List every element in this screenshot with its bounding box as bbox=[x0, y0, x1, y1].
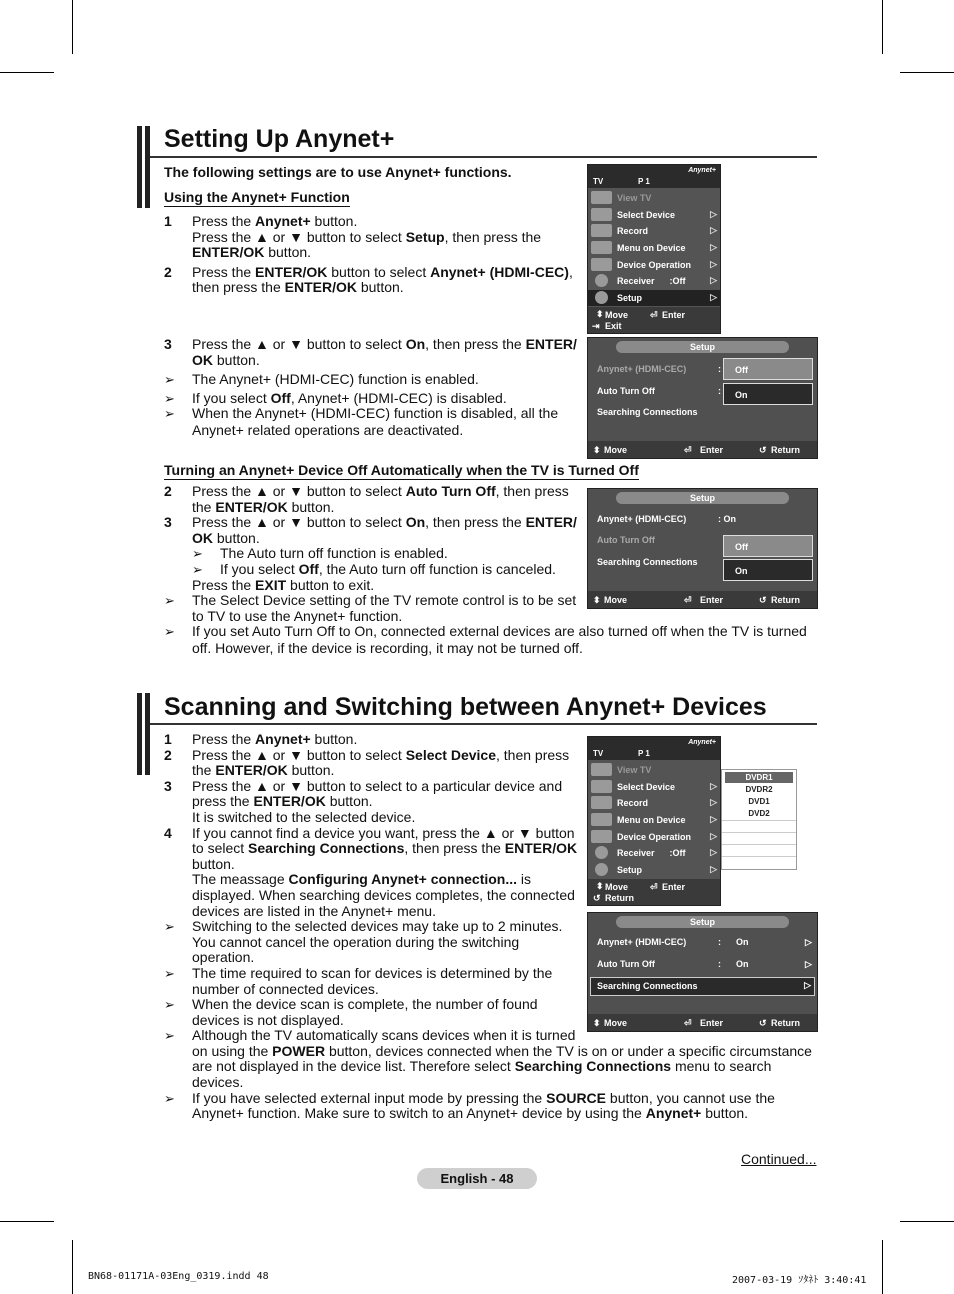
arrow-right-icon: ▷ bbox=[710, 797, 717, 807]
arrow-right-icon: ▷ bbox=[710, 864, 717, 874]
heading-rule bbox=[150, 156, 817, 158]
setup-item-auto-turn-off[interactable]: Auto Turn Off bbox=[597, 386, 655, 396]
setup-item-auto-turn-off[interactable]: Auto Turn Off bbox=[597, 959, 655, 969]
step-text: devices are listed in the Anynet+ menu. bbox=[192, 902, 436, 919]
anynet-value: : On bbox=[718, 514, 736, 524]
tv-icon bbox=[591, 191, 612, 204]
step-number: 1 bbox=[164, 213, 172, 229]
arrow-right-icon: ▷ bbox=[710, 209, 717, 219]
menu-item-receiver[interactable]: Receiver :Off ▷ bbox=[588, 273, 720, 289]
option-on[interactable]: On bbox=[723, 559, 813, 581]
menu-item-setup[interactable]: Setup ▷ bbox=[588, 862, 720, 878]
heading-bar bbox=[145, 126, 150, 208]
menu-icon bbox=[591, 813, 612, 826]
step-text: Press the ▲ or ▼ button to select Setup, then press the bbox=[192, 228, 542, 245]
arrow-right-icon: ▷ bbox=[710, 259, 717, 269]
menu-footer: ⬍ Move ⏎ Enter ↺ Return bbox=[588, 879, 720, 905]
step-number: 3 bbox=[164, 514, 172, 531]
continued-text: Continued... bbox=[741, 1151, 817, 1167]
setup-footer: ⬍ Move ⏎ Enter ↺ Return bbox=[588, 591, 817, 608]
enter-icon: ⏎ bbox=[684, 1018, 692, 1028]
step-number: 3 bbox=[164, 777, 172, 794]
note-arrow-icon: ➢ bbox=[164, 390, 175, 406]
divider bbox=[722, 820, 796, 821]
step-text: ENTER/OK button. bbox=[192, 244, 312, 261]
note-text: You cannot cancel the operation during the switching bbox=[192, 933, 520, 950]
heading-bar bbox=[137, 126, 142, 208]
note-arrow-icon: ➢ bbox=[164, 965, 175, 981]
setup-item-anynet[interactable]: Anynet+ (HDMI-CEC) bbox=[597, 937, 687, 947]
step-text: Press the ▲ or ▼ button to select to a particular device and bbox=[192, 777, 563, 794]
step-text: Press the Anynet+ button. bbox=[192, 213, 358, 229]
option-on[interactable]: On bbox=[723, 383, 813, 405]
gear-icon bbox=[595, 291, 608, 304]
arrow-right-icon: ▷ bbox=[805, 959, 812, 969]
separator-colon: : bbox=[718, 959, 721, 969]
return-icon: ↺ bbox=[759, 445, 767, 455]
note-text: on using the POWER button, devices connected when the TV is on or under a specific circumstance bbox=[192, 1042, 812, 1059]
setup-menu-anynet bbox=[587, 337, 818, 459]
menu-item-view-tv[interactable]: View TV bbox=[588, 190, 720, 206]
device-icon bbox=[591, 780, 612, 793]
step-number: 2 bbox=[164, 746, 172, 763]
steps-setup-2 bbox=[164, 337, 584, 439]
crop-mark bbox=[900, 72, 954, 73]
crop-mark bbox=[72, 1240, 73, 1294]
note-text: Anynet+ related operations are deactivated. bbox=[192, 421, 464, 438]
option-off[interactable]: Off bbox=[723, 358, 813, 380]
step-number: 4 bbox=[164, 824, 172, 841]
menu-footer: ⬍ Move ⏎ Enter ⇥ Exit bbox=[588, 307, 720, 333]
note-text: The Select Device setting of the TV remote control is to be set bbox=[192, 592, 577, 609]
print-date: 2007-03-19 ｿﾀﾈﾄ 3:40:41 bbox=[732, 1275, 867, 1286]
menu-item-menu-on-device[interactable]: Menu on Device ▷ bbox=[588, 240, 720, 256]
arrow-right-icon: ▷ bbox=[710, 275, 717, 285]
setup-item-auto-turn-off[interactable]: Auto Turn Off bbox=[597, 535, 655, 545]
step-text: button. bbox=[192, 855, 235, 872]
step-number: 3 bbox=[164, 336, 172, 352]
enter-icon: ⏎ bbox=[650, 882, 658, 892]
tv-anynet-menu-devices bbox=[587, 736, 721, 906]
setup-footer: ⬍ Move ⏎ Enter ↺ Return bbox=[588, 441, 817, 458]
note-text: The time required to scan for devices is determined by the bbox=[192, 964, 553, 981]
crop-mark bbox=[882, 1240, 883, 1294]
setup-item-anynet[interactable]: Anynet+ (HDMI-CEC) bbox=[597, 514, 687, 524]
note-text: If you have selected external input mode by pressing the SOURCE button, you cannot use the bbox=[192, 1089, 775, 1106]
step-text: OK button. bbox=[192, 529, 260, 546]
step-text: OK button. bbox=[192, 351, 260, 368]
crop-mark bbox=[900, 1221, 954, 1222]
separator-colon: : bbox=[718, 364, 721, 374]
arrow-right-icon: ▷ bbox=[710, 225, 717, 235]
exit-icon: ⇥ bbox=[592, 321, 600, 331]
gear-icon bbox=[595, 863, 608, 876]
step-text: Press the ▲ or ▼ button to select On, then press the ENTER/ bbox=[192, 514, 577, 531]
intro-text: The following settings are to use Anynet+ functions. bbox=[164, 164, 512, 180]
menu-item-device-operation[interactable]: Device Operation ▷ bbox=[588, 829, 720, 845]
step-text: If you cannot find a device you want, press the ▲ or ▼ button bbox=[192, 824, 575, 841]
step-text: to select Searching Connections, then press the ENTER/OK bbox=[192, 840, 578, 857]
steps-setup bbox=[164, 214, 584, 296]
arrow-right-icon: ▷ bbox=[710, 814, 717, 824]
menu-item-record[interactable]: Record ▷ bbox=[588, 223, 720, 239]
note-arrow-icon: ➢ bbox=[164, 406, 175, 422]
subheading-auto-off: Turning an Anynet+ Device Off Automatically when the TV is Turned Off bbox=[164, 462, 639, 478]
menu-item-menu-on-device[interactable]: Menu on Device ▷ bbox=[588, 812, 720, 828]
device-icon bbox=[591, 208, 612, 221]
note-text: The Auto turn off function is enabled. bbox=[220, 545, 448, 562]
note-text: Switching to the selected devices may take up to 2 minutes. bbox=[192, 918, 563, 935]
step-text: Press the ENTER/OK button to select Anynet+ (HDMI-CEC), bbox=[192, 263, 573, 280]
note-arrow-icon: ➢ bbox=[164, 624, 175, 640]
setup-title: Setup bbox=[616, 341, 789, 353]
note-text: When the Anynet+ (HDMI-CEC) function is disabled, all the bbox=[192, 405, 559, 422]
return-icon: ↺ bbox=[759, 595, 767, 605]
updown-icon: ⬍ bbox=[596, 881, 604, 891]
divider bbox=[722, 844, 796, 845]
divider bbox=[722, 856, 796, 857]
note-arrow-icon: ➢ bbox=[164, 372, 175, 388]
updown-icon: ⬍ bbox=[593, 1018, 601, 1028]
auto-value: On bbox=[736, 959, 749, 969]
operation-icon bbox=[591, 258, 612, 271]
step-text: It is switched to the selected device. bbox=[192, 808, 416, 825]
note-text: operation. bbox=[192, 949, 255, 966]
menu-header: TV P 1 Anynet+ bbox=[588, 737, 720, 760]
device-list bbox=[721, 769, 797, 870]
setup-item-anynet[interactable]: Anynet+ (HDMI-CEC) bbox=[597, 364, 687, 374]
note-text: Anynet+ function. Make sure to switch to an Anynet+ device by using the Anynet+ button. bbox=[192, 1105, 749, 1122]
return-icon: ↺ bbox=[593, 893, 601, 903]
divider bbox=[722, 832, 796, 833]
step-text: Press the ▲ or ▼ button to select Select Device, then press bbox=[192, 746, 570, 763]
receiver-icon bbox=[595, 274, 608, 287]
note-arrow-icon: ➢ bbox=[192, 546, 203, 562]
menu-item-select-device[interactable]: Select Device ▷ bbox=[588, 779, 720, 795]
updown-icon: ⬍ bbox=[593, 595, 601, 605]
arrow-right-icon: ▷ bbox=[710, 847, 717, 857]
note-text: number of connected devices. bbox=[192, 980, 379, 997]
menu-item-receiver[interactable]: Receiver :Off ▷ bbox=[588, 845, 720, 861]
note-text: Although the TV automatically scans devices when it is turned bbox=[192, 1027, 576, 1044]
note-arrow-icon: ➢ bbox=[164, 997, 175, 1013]
note-text: The Anynet+ (HDMI-CEC) function is enabled. bbox=[192, 371, 479, 388]
setup-menu-searching bbox=[587, 912, 818, 1032]
heading-rule bbox=[150, 723, 817, 725]
note-text: to TV to use the Anynet+ function. bbox=[192, 607, 403, 624]
menu-icon bbox=[591, 241, 612, 254]
record-icon bbox=[591, 224, 612, 237]
menu-item-record[interactable]: Record ▷ bbox=[588, 795, 720, 811]
step-text: Press the ▲ or ▼ button to select Auto Turn Off, then press bbox=[192, 483, 569, 499]
heading-bar bbox=[145, 693, 150, 775]
note-text: If you set Auto Turn Off to On, connected external devices are also turned off when the TV is turned bbox=[192, 623, 807, 640]
device-item[interactable]: DVDR1 bbox=[725, 772, 793, 783]
note-text: When the device scan is complete, the number of found bbox=[192, 996, 538, 1013]
note-text: devices. bbox=[192, 1074, 244, 1091]
crop-mark bbox=[882, 0, 883, 54]
return-icon: ↺ bbox=[759, 1018, 767, 1028]
step-text: then press the ENTER/OK button. bbox=[192, 279, 404, 296]
crop-mark bbox=[72, 0, 73, 54]
step-text: the ENTER/OK button. bbox=[192, 498, 335, 515]
setup-menu-auto-off bbox=[587, 488, 818, 609]
tv-icon bbox=[591, 763, 612, 776]
enter-icon: ⏎ bbox=[650, 310, 658, 320]
step-text: displayed. When searching devices completes, the connected bbox=[192, 886, 575, 903]
record-icon bbox=[591, 796, 612, 809]
arrow-right-icon: ▷ bbox=[710, 831, 717, 841]
tv-anynet-menu bbox=[587, 164, 721, 334]
note-arrow-icon: ➢ bbox=[164, 1028, 175, 1044]
device-item[interactable]: DVDR2 bbox=[745, 785, 773, 794]
menu-item-setup[interactable]: Setup ▷ bbox=[588, 290, 720, 306]
menu-item-select-device[interactable]: Select Device ▷ bbox=[588, 207, 720, 223]
crop-mark bbox=[0, 1221, 54, 1222]
enter-icon: ⏎ bbox=[684, 445, 692, 455]
updown-icon: ⬍ bbox=[596, 309, 604, 319]
arrow-right-icon: ▷ bbox=[805, 937, 812, 947]
heading-bar bbox=[137, 693, 142, 775]
note-arrow-icon: ➢ bbox=[164, 1090, 175, 1106]
device-item[interactable]: DVD1 bbox=[748, 797, 770, 806]
anynet-value: On bbox=[736, 937, 749, 947]
page-title: Setting Up Anynet+ bbox=[164, 125, 395, 153]
arrow-right-icon: ▷ bbox=[710, 292, 717, 302]
page-number-badge: English - 48 bbox=[417, 1168, 537, 1189]
step-text: Press the EXIT button to exit. bbox=[192, 576, 375, 593]
crop-mark bbox=[0, 72, 54, 73]
arrow-right-icon: ▷ bbox=[710, 242, 717, 252]
separator-colon: : bbox=[718, 386, 721, 396]
step-text: The meassage Configuring Anynet+ connection... is bbox=[192, 871, 532, 888]
updown-icon: ⬍ bbox=[593, 445, 601, 455]
step-number: 2 bbox=[164, 263, 172, 280]
step-text: press the ENTER/OK button. bbox=[192, 793, 373, 810]
separator-colon: : bbox=[718, 937, 721, 947]
step-text: the ENTER/OK button. bbox=[192, 762, 335, 779]
setup-title: Setup bbox=[616, 492, 789, 504]
section-title: Scanning and Switching between Anynet+ Devices bbox=[164, 693, 767, 721]
step-number: 1 bbox=[164, 731, 172, 747]
note-arrow-icon: ➢ bbox=[164, 593, 175, 609]
menu-item-view-tv[interactable]: View TV bbox=[588, 762, 720, 778]
note-text: devices is not displayed. bbox=[192, 1011, 344, 1028]
receiver-icon bbox=[595, 846, 608, 859]
file-info: BN68-01171A-03Eng_0319.indd 48 bbox=[88, 1271, 269, 1282]
arrow-right-icon: ▷ bbox=[804, 980, 811, 990]
step-number: 2 bbox=[164, 483, 172, 499]
note-arrow-icon: ➢ bbox=[192, 561, 203, 577]
menu-header: TV P 1 Anynet+ bbox=[588, 165, 720, 188]
setup-footer: ⬍ Move ⏎ Enter ↺ Return bbox=[588, 1014, 817, 1031]
step-text: Press the ▲ or ▼ button to select On, then press the ENTER/ bbox=[192, 336, 577, 352]
operation-icon bbox=[591, 830, 612, 843]
note-text: off. However, if the device is recording, it may not be turned off. bbox=[192, 639, 583, 656]
step-text: Press the Anynet+ button. bbox=[192, 731, 358, 747]
menu-item-device-operation[interactable]: Device Operation ▷ bbox=[588, 257, 720, 273]
enter-icon: ⏎ bbox=[684, 595, 692, 605]
setup-title: Setup bbox=[616, 916, 789, 928]
arrow-right-icon: ▷ bbox=[710, 781, 717, 791]
option-off[interactable]: Off bbox=[723, 535, 813, 557]
note-text: are not displayed in the device list. Therefore select Searching Connections menu to search bbox=[192, 1058, 772, 1075]
device-item[interactable]: DVD2 bbox=[748, 809, 770, 818]
note-text: If you select Off, the Auto turn off function is canceled. bbox=[220, 560, 556, 577]
setup-item-searching-selected[interactable]: Searching Connections ▷ bbox=[590, 977, 815, 996]
note-text: If you select Off, Anynet+ (HDMI-CEC) is disabled. bbox=[192, 389, 507, 406]
setup-item-searching[interactable]: Searching Connections bbox=[597, 407, 698, 417]
setup-item-searching[interactable]: Searching Connections bbox=[597, 557, 698, 567]
subheading-using: Using the Anynet+ Function bbox=[164, 189, 350, 205]
note-arrow-icon: ➢ bbox=[164, 919, 175, 935]
